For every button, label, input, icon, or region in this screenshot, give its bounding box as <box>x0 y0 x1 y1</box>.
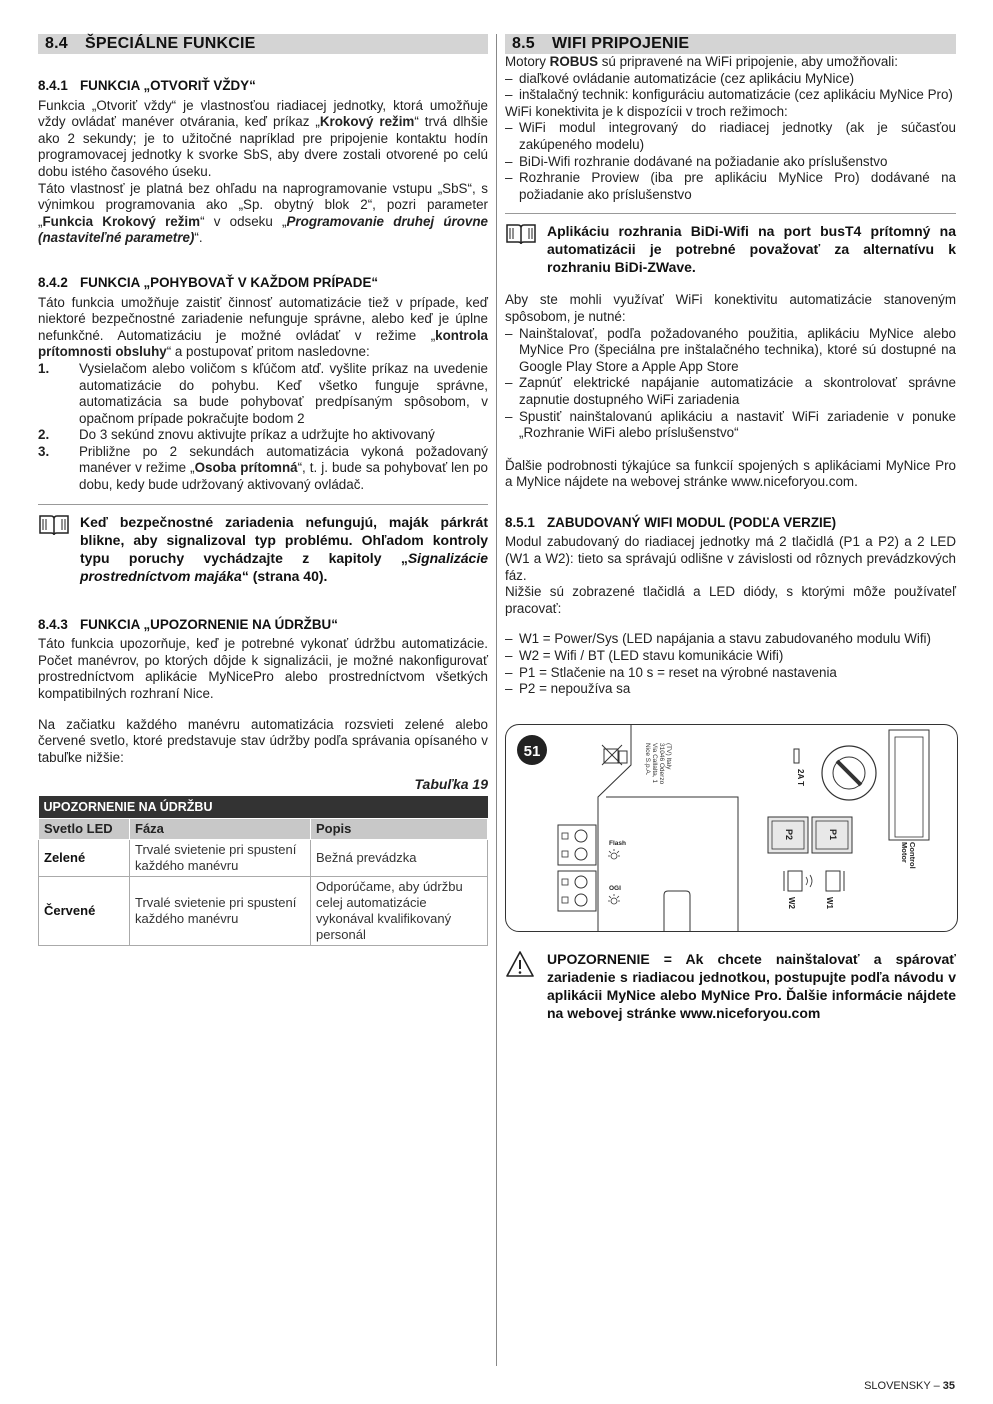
table-cell: Trvalé svietenie pri spustení každého manévru <box>130 840 311 877</box>
table-cell: Bežná prevádzka <box>311 840 488 877</box>
page-footer <box>864 1378 955 1395</box>
note-box <box>505 213 956 276</box>
warning-text: UPOZORNENIE = Ak chcete nainštalovať a spárovať zariadenie s riadiacou jednotkou, postupujte podľa návodu v aplikácii MyNice alebo MyNice Pro. Ďalšie informácie nájdete na webovej stránke www.niceforyou.com <box>547 950 956 1021</box>
svg-text:(TV) Italy: (TV) Italy <box>665 742 672 770</box>
flash-label: Flash <box>609 839 626 847</box>
subsection-heading-8-4-1 <box>38 78 488 95</box>
list-item: – W2 = Wifi / BT (LED stavu komunikácie Wifi) <box>505 648 956 665</box>
list-item: – Nainštalovať, podľa požadovaného použitia, aplikáciu MyNice alebo MyNice Pro (špeciálna pre inštalačného technika), ktoré sú dostupné na Google Play Store a Apple App Store <box>505 326 956 376</box>
subsection-heading-8-4-2 <box>38 275 488 292</box>
list-item: – inštalačný technik: konfiguráciu automatizácie (cez aplikáciu MyNice Pro) <box>505 87 956 104</box>
list-item: – diaľkové ovládanie automatizácie (cez aplikáciu MyNice) <box>505 71 956 88</box>
w1-led <box>826 871 840 891</box>
subsection-title: FUNKCIA „UPOZORNENIE NA ÚDRŽBU“ <box>80 616 338 632</box>
section-heading-8-4 <box>38 34 488 54</box>
note-text: Keď bezpečnostné zariadenia nefungujú, maják párkrát blikne, aby signalizoval typ problému. Ohľadom kontroly typu poruchy vychádzajte z kapitoly „Signalizácie prostredníctvom majáka“ (strana 40). <box>80 513 488 584</box>
p1-label: P1 <box>828 828 838 840</box>
section-heading-8-5 <box>505 34 956 54</box>
section-number: 8.5 <box>512 35 535 52</box>
list-item: – WiFi modul integrovaný do riadiacej jednotky (ak je súčasťou zakúpeného modelu) <box>505 120 956 153</box>
p2-label: P2 <box>784 828 794 840</box>
subsection-number: 8.4.2 <box>38 274 68 290</box>
list-item: – Zapnúť elektrické napájanie automatizácie a skontrolovať správne zapnutie dostupného WiFi zariadenia <box>505 375 956 408</box>
page-number: 35 <box>942 1380 955 1392</box>
board-figure <box>505 724 958 932</box>
subsection-number: 8.4.3 <box>38 616 68 632</box>
paragraph: Na začiatku každého manévru automatizácia rozsvieti zelené alebo červené svetlo, ktoré predstavuje stav údržby podľa správania opísaného v tabuľke nižšie: <box>38 716 488 765</box>
right-column <box>505 34 956 1022</box>
book-icon <box>38 513 80 585</box>
table-caption: Tabuľka 19 <box>414 776 488 793</box>
w2-led <box>788 871 802 891</box>
left-column <box>38 34 488 946</box>
manufacturer-address <box>644 743 672 785</box>
footer-language: SLOVENSKY – <box>864 1380 943 1392</box>
paragraph: WiFi konektivita je k dispozícii v troch režimoch: <box>505 103 788 119</box>
list-item: – P2 = nepoužíva sa <box>505 681 956 698</box>
column-header: Fáza <box>130 819 311 840</box>
paragraph: Motory ROBUS sú pripravené na WiFi pripojenie, aby umožňovali: <box>505 54 898 69</box>
list-item: – P1 = Stlačenie na 10 s = reset na výrobné nastavenia <box>505 665 956 682</box>
book-icon <box>505 222 547 276</box>
subsection-title: ZABUDOVANÝ WIFI MODUL (PODĽA VERZIE) <box>547 514 837 530</box>
column-header: Popis <box>311 819 488 840</box>
subsection-number: 8.4.1 <box>38 78 68 93</box>
paragraph: Funkcia „Otvoriť vždy“ je vlastnosťou riadiacej jednotky, ktorá umožňuje vždy ovládať manéver otvárania, keď príkaz „Krokový režim“ trvá dlhšie ako 2 sekundy; je to užitočné napríklad pre pripojenie kontaktu hodín programovacej jednotky k svorke SbS, aby dvere zostali otvorené po celú dobu istého časového úseku. <box>38 97 488 179</box>
paragraph: Táto vlastnosť je platná bez ohľadu na naprogramovanie vstupu „SbS“, s výnimkou programovania ako „Sp. obytný blok 2“, pozri parameter „Funkcia Krokový režim“ v odseku „Programovanie druhej úrovne (nastaviteľné parametre)“. <box>38 180 488 246</box>
w2-label: W2 <box>787 896 796 909</box>
note-box <box>38 504 488 585</box>
wifi-icon <box>806 875 812 887</box>
paragraph: Nižšie sú zobrazené tlačidlá a LED diódy, s ktorými môže používateľ pracovať: <box>505 584 956 616</box>
table-cell: Odporúčame, aby údržbu celej automatizácie vykonával kvalifikovaný personál <box>311 877 488 946</box>
list-item: – BiDi-Wifi rozhranie dodávané na požiadanie ako príslušenstvo <box>505 154 956 171</box>
paragraph: Táto funkcia upozorňuje, keď je potrebné vykonať údržbu automatizácie. Počet manévrov, po ktorých dôjde k signalizácii, je možné nakonfigurovať prostredníctvom aplikácie MyNicePro alebo prostredníctvom všetkých kompatibilných rozhraní Nice. <box>38 636 488 702</box>
paragraph: Táto funkcia umožňuje zaistiť činnosť automatizácie tiež v prípade, keď niektoré bezpečnostné zariadenie nefunguje správne, alebo keď je úplne nefunkčné. Automatizáciu je možné ovládať v režime „kontrola prítomnosti obsluhy“ a postupovať pritom nasledovne: <box>38 294 488 360</box>
table-row <box>39 877 488 946</box>
lamp-icon <box>608 849 620 859</box>
list-item: – W1 = Power/Sys (LED napájania a stavu zabudovaného modulu Wifi) <box>505 631 956 648</box>
warning-icon <box>505 950 547 1022</box>
note-text: Aplikáciu rozhrania BiDi-Wifi na port busT4 prítomný na automatizácii je potrebné považovať za alternatívu k rozhraniu BiDi-ZWave. <box>547 223 956 276</box>
svg-text:Nice S.p.A.: Nice S.p.A. <box>644 742 651 776</box>
table-cell: Červené <box>39 877 130 946</box>
list-item: 3. Približne po 2 sekundách automatizácia vykoná požadovaný manéver v režime „Osoba prítomná“, t. j. bude sa pohybovať len po dobu, kedy bude udržovaný aktivovaný ovládač. <box>38 443 488 493</box>
svg-text:Via Callalta, 1: Via Callalta, 1 <box>651 742 658 783</box>
table-title: UPOZORNENIE NA ÚDRŽBU <box>39 796 488 819</box>
subsection-title: FUNKCIA „OTVORIŤ VŽDY“ <box>80 78 256 93</box>
subsection-number: 8.5.1 <box>505 514 535 530</box>
column-divider <box>496 34 497 1366</box>
fuse-label: 2A T <box>796 768 805 786</box>
subsection-heading-8-5-1 <box>505 515 956 532</box>
paragraph: Aby ste mohli využívať WiFi konektivitu automatizácie stanoveným spôsobom, je nutné: <box>505 292 956 324</box>
lamp-icon <box>608 894 620 904</box>
list-item: – Spustiť nainštalovanú aplikáciu a nastaviť WiFi zariadenie v ponuke „Rozhranie WiFi alebo príslušenstvo“ <box>505 409 956 442</box>
table-cell: Zelené <box>39 840 130 877</box>
fuse-icon <box>794 749 799 763</box>
control-label: Control <box>908 841 917 869</box>
subsection-heading-8-4-3 <box>38 617 488 634</box>
ogi-label: OGI <box>609 884 621 892</box>
figure-number: 51 <box>523 742 541 760</box>
paragraph: Ďalšie podrobnosti týkajúce sa funkcií spojených s aplikáciami MyNice Pro a MyNice nájdete na webovej stránke www.niceforyou.com. <box>505 457 956 490</box>
subsection-title: FUNKCIA „POHYBOVAŤ V KAŽDOM PRÍPADE“ <box>80 274 379 290</box>
section-number: 8.4 <box>45 35 68 52</box>
warning-box <box>505 950 956 1022</box>
section-title: ŠPECIÁLNE FUNKCIE <box>85 35 256 52</box>
table-row <box>39 840 488 877</box>
list-item: 1. Vysielačom alebo voličom s kľúčom atď. vyšlite príkaz na uvedenie automatizácie do pohybu. Keď všetko funguje správne, automatizácia sa bude pohybovať predpísaným spôsobom, v opačnom prípade pokračujte bodom 2 <box>38 360 488 426</box>
table-cell: Trvalé svietenie pri spustení každého manévru <box>130 877 311 946</box>
section-title: WIFI PRIPOJENIE <box>552 35 690 52</box>
w1-label: W1 <box>825 896 834 909</box>
list-item: – Rozhranie Proview (iba pre aplikáciu MyNice Pro) dodávané na požiadanie ako príslušenstvo <box>505 170 956 203</box>
board-diagram <box>506 725 957 931</box>
motor-label: Motor <box>900 841 909 863</box>
list-item: 2. Do 3 sekúnd znovu aktivujte príkaz a udržujte ho aktivovaný <box>38 427 435 443</box>
paragraph: Modul zabudovaný do riadiacej jednotky má 2 tlačidlá (P1 a P2) a 2 LED (W1 a W2): tieto sa správajú odlišne v závislosti od rôznych prevádzkových fáz. <box>505 534 956 583</box>
maintenance-table <box>38 796 488 946</box>
column-header: Svetlo LED <box>39 819 130 840</box>
svg-text:31046 Oderzo: 31046 Oderzo <box>658 742 665 785</box>
